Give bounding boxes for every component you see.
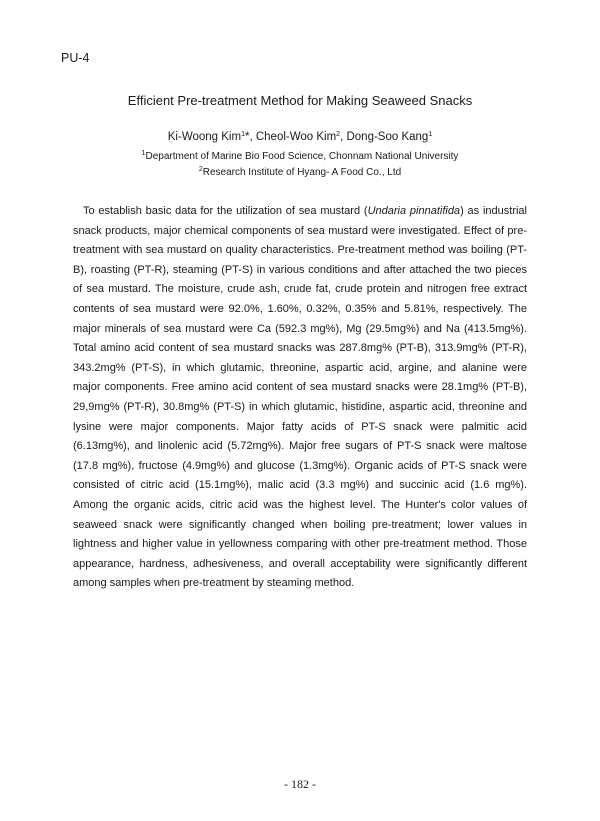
paper-title: Efficient Pre-treatment Method for Making Seaweed Snacks xyxy=(127,93,473,108)
author-list xyxy=(0,131,600,143)
affiliation: $^2$Research Institute of Hyang- A Food Co., Ltd xyxy=(198,166,402,178)
author: Cheol-Woo Kim$^2$, xyxy=(255,131,347,143)
affiliation: $^1$Department of Marine Bio Food Science, Chonnam National University xyxy=(141,150,459,162)
page-number: - 182 - xyxy=(284,777,316,791)
abstract-body: To establish basic data for the utilization of sea mustard (Undaria pinnatifida) as industrial snack products, major chemical components of sea mustard were investigated. Effect of pre-treatment with sea mustard on quality characteristics. Pre-treatment method was boiling (PT-B), roasting (PT-R), steaming (PT-S) in various conditions and after attached the two pieces of sea mustard. The moisture, crude ash, crude fat, crude protein and nitrogen free extract contents of sea mustard were 92.0%, 1.60%, 0.32%, 0.35% and 5.81%, respectively. The major minerals of sea mustard were Ca (592.3 mg%), Mg (29.5mg%) and Na (413.5mg%). Total amino acid content of sea mustard snacks was 287.8mg% (PT-B), 313.9mg% (PT-R), 343.2mg% (PT-S), in which glutamic, threonine, aspartic acid, argine, and alanine were major components. Free amino acid content of sea mustard snacks were 28.1mg% (PT-B), 29,9mg% (PT-R), 30.8mg% (PT-S) in which glutamic, histidine, aspartic acid, threonine and lysine were major components. Major fatty acids of PT-S snack were palmitic acid (6.13mg%), and linolenic acid (5.72mg%). Major free sugars of PT-S snack were maltose (17.8 mg%), fructose (4.9mg%) and glucose (1.3mg%). Organic acids of PT-S snack were consisted of citric acid (15.1mg%), malic acid (3.3 mg%) and succinic acid (1.6 mg%). Among the organic acids, citric acid was the highest level. The Hunter's color values of seaweed snack were significantly changed when boiling pre-treatment; lower values in lightness and higher value in yellowness comparing with other pre-treatment method. Those appearance, hardness, adhesiveness, and overall acceptability were significantly different among samples when pre-treatment by steaming method. xyxy=(73,205,527,590)
author: Dong-Soo Kang$^1$ xyxy=(346,131,433,143)
paper-code: PU-4 xyxy=(61,51,90,65)
author: Ki-Woong Kim$^1$*, xyxy=(167,131,256,143)
species-name: Undaria pinnatifida xyxy=(367,205,461,217)
